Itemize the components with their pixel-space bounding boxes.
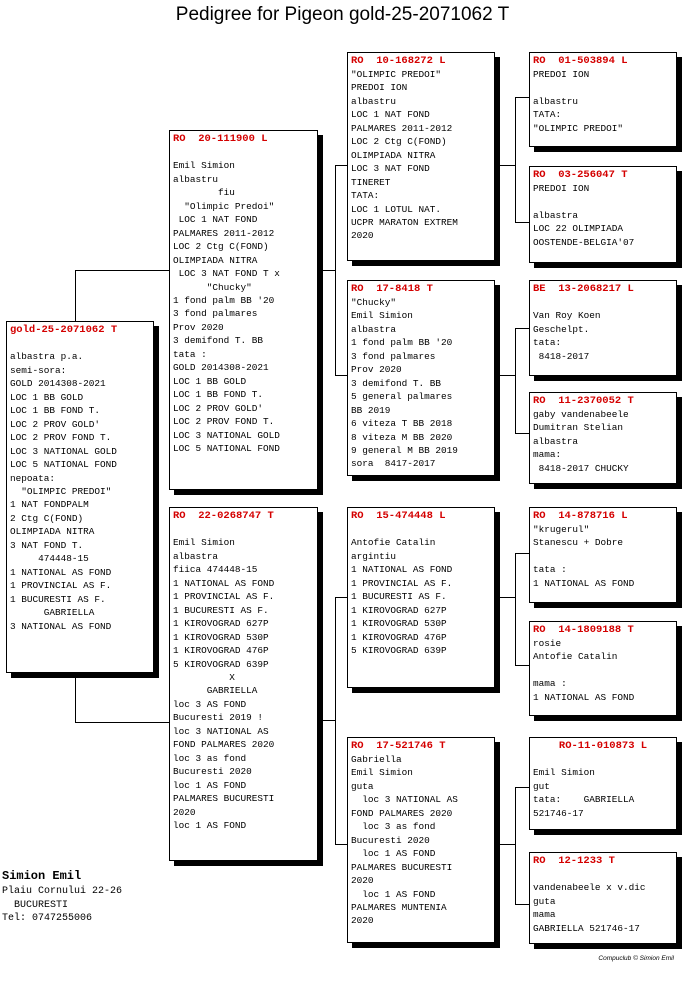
subject-pigeon-card[interactable] xyxy=(6,321,154,673)
detail-line: Emil Simion xyxy=(173,537,235,549)
sire-sire-card[interactable] xyxy=(347,52,495,261)
ring-number: RO 22-0268747 T xyxy=(173,510,274,522)
detail-line: 3 NATIONAL AS FOND xyxy=(10,620,112,632)
detail-line: tata: xyxy=(533,337,562,349)
detail-line: PREDOI ION xyxy=(351,82,408,94)
detail-line: PALMARES MUNTENIA xyxy=(351,901,447,913)
detail-line: LOC 1 LOTUL NAT. xyxy=(351,203,442,215)
detail-line: albastra xyxy=(173,550,219,562)
connector-line xyxy=(318,270,335,271)
detail-line: 1 NATIONAL AS FOND xyxy=(533,691,635,703)
detail-line: UCPR MARATON EXTREM xyxy=(351,216,458,228)
detail-line xyxy=(533,753,673,766)
detail-line: sora 8417-2017 xyxy=(351,458,436,470)
owner-city: BUCURESTI xyxy=(2,899,69,911)
detail-line xyxy=(173,146,314,159)
detail-line: albastra xyxy=(351,323,397,335)
detail-line: LOC 3 NAT FOND T x xyxy=(173,268,280,280)
sire-card[interactable] xyxy=(169,130,318,490)
detail-line: Gabriella xyxy=(351,754,402,765)
pigeon-details xyxy=(351,753,491,928)
detail-line: loc 1 AS FOND xyxy=(351,888,436,900)
detail-line: LOC 22 OLIMPIADA xyxy=(533,223,624,235)
ring-number: RO 12-1233 T xyxy=(533,855,615,867)
detail-line: LOC 2 PROV FOND T. xyxy=(173,416,275,428)
detail-line: OOSTENDE-BELGIA'07 xyxy=(533,236,635,248)
detail-line: 1 KIROVOGRAD 476P xyxy=(351,631,447,643)
connector-line xyxy=(75,722,172,723)
detail-line: OLIMPIADA NITRA xyxy=(351,149,436,161)
detail-line: 5 general palmares xyxy=(351,391,453,403)
pigeon-details xyxy=(173,146,314,455)
detail-line: 1 NATIONAL AS FOND xyxy=(351,564,453,576)
detail-line: nepoata: xyxy=(10,472,56,484)
detail-line: 1 fond palm BB '20 xyxy=(173,294,275,306)
dam-sire-dam-card[interactable] xyxy=(529,621,677,716)
ring-number: gold-25-2071062 T xyxy=(10,324,118,336)
ring-number: RO 17-521746 T xyxy=(351,740,446,752)
connector-line xyxy=(515,97,516,222)
detail-line: 8418-2017 CHUCKY xyxy=(533,462,629,474)
detail-line: 1 NATIONAL AS FOND xyxy=(173,577,275,589)
detail-line: 2020 xyxy=(351,875,374,887)
pigeon-details xyxy=(173,523,314,832)
detail-line: Van Roy Koen xyxy=(533,310,601,322)
detail-line: LOC 2 Ctg C(FOND) xyxy=(351,136,447,148)
detail-line: guta xyxy=(351,780,374,792)
detail-line: PALMARES 2011-2012 xyxy=(173,227,275,239)
detail-line: LOC 2 PROV GOLD' xyxy=(10,418,101,430)
detail-line: fiica 474448-15 xyxy=(173,564,258,576)
pigeon-details xyxy=(533,68,673,135)
detail-line: TATA: xyxy=(351,190,380,202)
detail-line: LOC 1 NAT FOND xyxy=(173,214,258,226)
detail-line: 3 demifond T. BB xyxy=(351,377,442,389)
connector-line xyxy=(515,904,529,905)
connector-line xyxy=(75,270,76,322)
detail-line: 3 NAT FOND T. xyxy=(10,539,84,551)
detail-line: 1 KIROVOGRAD 530P xyxy=(351,618,447,630)
connector-line xyxy=(495,375,515,376)
detail-line: GOLD 2014308-2021 xyxy=(10,378,106,390)
detail-line: 1 PROVINCIAL AS F. xyxy=(173,591,275,603)
detail-line: 1 KIROVOGRAD 530P xyxy=(173,631,269,643)
detail-line: gaby vandenabeele xyxy=(533,409,629,420)
detail-line: "OLIMPIC PREDOI" xyxy=(10,485,112,497)
sire-sire-sire-card[interactable] xyxy=(529,52,677,147)
ring-number: RO 20-111900 L xyxy=(173,133,268,145)
detail-line: 1 KIROVOGRAD 476P xyxy=(173,645,269,657)
detail-line: 5 KIROVOGRAD 639P xyxy=(351,645,447,657)
detail-line: Bucuresti 2019 ! xyxy=(173,712,264,724)
detail-line: 9 general M BB 2019 xyxy=(351,444,458,456)
connector-line xyxy=(495,165,515,166)
detail-line: LOC 1 BB FOND T. xyxy=(173,389,264,401)
detail-line: OLIMPIADA NITRA xyxy=(10,526,95,538)
detail-line: FOND PALMARES 2020 xyxy=(351,807,453,819)
detail-line: LOC 1 BB GOLD xyxy=(173,375,247,387)
detail-line xyxy=(533,664,673,677)
dam-card[interactable] xyxy=(169,507,318,861)
pigeon-details xyxy=(10,337,150,633)
detail-line: BB 2019 xyxy=(351,404,391,416)
detail-line: Bucuresti 2020 xyxy=(173,766,252,778)
detail-line: 521746-17 xyxy=(533,807,584,819)
detail-line: 3 fond palmares xyxy=(173,308,258,320)
detail-line: LOC 5 NATIONAL FOND xyxy=(10,459,117,471)
detail-line: "OLIMPIC PREDOI" xyxy=(533,122,624,134)
owner-name: Simion Emil xyxy=(2,869,82,883)
detail-line: 2020 xyxy=(351,915,374,927)
detail-line: mama: xyxy=(533,449,562,461)
ring-number: RO 11-2370052 T xyxy=(533,395,634,407)
detail-line: PREDOI ION xyxy=(533,69,590,80)
detail-line: vandenabeele x v.dic xyxy=(533,882,646,894)
detail-line: PREDOI ION xyxy=(533,183,590,194)
detail-line: mama : xyxy=(533,678,567,690)
detail-line: rosie xyxy=(533,638,562,649)
detail-line: 2020 xyxy=(173,806,196,818)
ring-number: RO 01-503894 L xyxy=(533,55,628,67)
detail-line: PALMARES BUCURESTI xyxy=(173,793,275,805)
dam-dam-card[interactable] xyxy=(347,737,495,943)
detail-line: Prov 2020 xyxy=(351,364,402,376)
detail-line: LOC 2 Ctg C(FOND) xyxy=(173,241,269,253)
detail-line: 8418-2017 xyxy=(533,350,590,362)
detail-line: "Chucky" xyxy=(173,281,252,293)
owner-phone: Tel: 0747255006 xyxy=(2,913,93,924)
detail-line: loc 3 as fond xyxy=(173,752,247,764)
ring-number: BE 13-2068217 L xyxy=(533,283,634,295)
detail-line: "OLIMPIC PREDOI" xyxy=(351,69,442,80)
ring-number: RO 03-256047 T xyxy=(533,169,628,181)
detail-line: Geschelpt. xyxy=(533,323,590,335)
detail-line: guta xyxy=(533,895,556,907)
detail-line: Emil Simion xyxy=(351,767,413,779)
page-title: Pedigree for Pigeon gold-25-2071062 T xyxy=(175,4,510,25)
detail-line: tata : xyxy=(173,348,207,360)
dam-dam-sire-card[interactable] xyxy=(529,737,677,830)
detail-line: 1 fond palm BB '20 xyxy=(351,337,453,349)
detail-line: 474448-15 xyxy=(10,553,89,565)
sire-dam-dam-card[interactable] xyxy=(529,392,677,484)
software-credit: Compuclub © Simion Emil xyxy=(598,955,674,962)
detail-line xyxy=(173,523,314,536)
detail-line: LOC 2 PROV GOLD' xyxy=(173,402,264,414)
pigeon-details xyxy=(533,296,673,363)
detail-line: Emil Simion xyxy=(533,767,595,779)
detail-line: LOC 1 BB FOND T. xyxy=(10,405,101,417)
detail-line: "krugerul" xyxy=(533,524,590,535)
connector-line xyxy=(515,553,529,554)
detail-line: tata: GABRIELLA xyxy=(533,794,635,806)
dam-dam-dam-card[interactable] xyxy=(529,852,677,944)
detail-line: 2 Ctg C(FOND) xyxy=(10,512,84,524)
detail-line: albastra p.a. xyxy=(10,351,84,363)
dam-sire-sire-card[interactable] xyxy=(529,507,677,603)
detail-line: argintiu xyxy=(351,550,397,562)
connector-line xyxy=(335,165,336,375)
detail-line: loc 1 AS FOND xyxy=(173,819,247,831)
connector-line xyxy=(495,844,515,845)
detail-line: loc 3 NATIONAL AS xyxy=(173,725,269,737)
detail-line: 1 KIROVOGRAD 627P xyxy=(173,618,269,630)
connector-line xyxy=(75,672,76,722)
detail-line: loc 1 AS FOND xyxy=(351,848,436,860)
ring-number: RO 17-8418 T xyxy=(351,283,433,295)
detail-line: loc 3 NATIONAL AS xyxy=(351,794,458,806)
detail-line: 1 PROVINCIAL AS F. xyxy=(351,577,453,589)
detail-line: "Chucky" xyxy=(351,297,397,308)
pigeon-details xyxy=(351,296,491,471)
detail-line: 1 BUCURESTI AS F. xyxy=(10,593,106,605)
detail-line: TATA: xyxy=(533,109,562,121)
connector-line xyxy=(515,97,529,98)
sire-dam-card[interactable] xyxy=(347,280,495,476)
sire-dam-sire-card[interactable] xyxy=(529,280,677,376)
detail-line: 1 BUCURESTI AS F. xyxy=(173,604,269,616)
detail-line: albastra xyxy=(533,435,579,447)
detail-line: fiu xyxy=(173,187,235,199)
detail-line: GABRIELLA 521746-17 xyxy=(533,922,640,934)
detail-line: 3 fond palmares xyxy=(351,350,436,362)
detail-line: LOC 1 BB GOLD xyxy=(10,391,84,403)
connector-line xyxy=(75,270,172,271)
detail-line: loc 3 as fond xyxy=(351,821,436,833)
detail-line: gut xyxy=(533,780,550,792)
sire-sire-dam-card[interactable] xyxy=(529,166,677,263)
detail-line: 1 KIROVOGRAD 627P xyxy=(351,604,447,616)
connector-line xyxy=(515,222,529,223)
pigeon-details xyxy=(533,868,673,935)
detail-line: FOND PALMARES 2020 xyxy=(173,739,275,751)
detail-line: LOC 1 NAT FOND xyxy=(351,109,430,121)
connector-line xyxy=(515,665,529,666)
ring-number: RO-11-010873 L xyxy=(558,740,648,752)
detail-line xyxy=(10,337,150,350)
detail-line: albastru xyxy=(173,173,219,185)
detail-line: albastru xyxy=(351,95,397,107)
detail-line: PALMARES 2011-2012 xyxy=(351,122,453,134)
connector-line xyxy=(335,597,336,844)
pigeon-details xyxy=(533,182,673,249)
ring-number: RO 15-474448 L xyxy=(351,510,446,522)
detail-line: mama xyxy=(533,909,556,921)
dam-sire-card[interactable] xyxy=(347,507,495,688)
detail-line: Emil Simion xyxy=(351,310,413,322)
detail-line: Dumitran Stelian xyxy=(533,422,624,434)
detail-line: LOC 3 NATIONAL GOLD xyxy=(173,429,280,441)
owner-info xyxy=(2,868,122,926)
detail-line: albastru xyxy=(533,95,579,107)
detail-line: PALMARES BUCURESTI xyxy=(351,861,453,873)
detail-line: semi-sora: xyxy=(10,364,67,376)
pigeon-details xyxy=(351,68,491,243)
owner-address: Plaiu Cornului 22-26 xyxy=(2,886,123,897)
detail-line: Emil Simion xyxy=(173,160,235,172)
detail-line: X xyxy=(173,671,235,683)
detail-line: LOC 5 NATIONAL FOND xyxy=(173,442,280,454)
detail-line: 8 viteza M BB 2020 xyxy=(351,431,453,443)
detail-line xyxy=(533,868,673,881)
pigeon-details xyxy=(351,523,491,658)
detail-line: loc 1 AS FOND xyxy=(173,779,247,791)
detail-line: GABRIELLA xyxy=(10,607,95,619)
detail-line: 6 viteza T BB 2018 xyxy=(351,418,453,430)
detail-line: Prov 2020 xyxy=(173,321,224,333)
detail-line: Antofie Catalin xyxy=(533,651,618,663)
detail-line: 3 demifond T. BB xyxy=(173,335,264,347)
detail-line: Bucuresti 2020 xyxy=(351,834,430,846)
detail-line: OLIMPIADA NITRA xyxy=(173,254,258,266)
ring-number: RO 10-168272 L xyxy=(351,55,446,67)
detail-line: 1 PROVINCIAL AS F. xyxy=(10,580,112,592)
connector-line xyxy=(515,553,516,665)
detail-line xyxy=(533,550,673,563)
connector-line xyxy=(515,433,529,434)
connector-line xyxy=(515,787,516,904)
ring-number: RO 14-1809188 T xyxy=(533,624,634,636)
connector-line xyxy=(515,328,516,433)
detail-line: 1 NATIONAL AS FOND xyxy=(533,577,635,589)
detail-line: 1 NATIONAL AS FOND xyxy=(10,566,112,578)
detail-line xyxy=(351,523,491,536)
detail-line: LOC 2 PROV FOND T. xyxy=(10,432,112,444)
pigeon-details xyxy=(533,408,673,475)
detail-line: 1 NAT FONDPALM xyxy=(10,499,89,511)
detail-line: albastra xyxy=(533,209,579,221)
detail-line: 5 KIROVOGRAD 639P xyxy=(173,658,269,670)
detail-line: GABRIELLA xyxy=(173,685,258,697)
detail-line: 1 BUCURESTI AS F. xyxy=(351,591,447,603)
detail-line xyxy=(533,296,673,309)
detail-line: Antofie Catalin xyxy=(351,537,436,549)
connector-line xyxy=(515,328,529,329)
detail-line: LOC 3 NAT FOND xyxy=(351,163,430,175)
detail-line: 2020 xyxy=(351,230,374,242)
connector-line xyxy=(318,720,335,721)
pigeon-details xyxy=(533,753,673,820)
detail-line xyxy=(533,195,673,208)
connector-line xyxy=(495,597,515,598)
detail-line: TINERET xyxy=(351,176,391,188)
detail-line xyxy=(533,81,673,94)
detail-line: loc 3 AS FOND xyxy=(173,698,247,710)
detail-line: LOC 3 NATIONAL GOLD xyxy=(10,445,117,457)
detail-line: "Olimpic Predoi" xyxy=(173,200,275,212)
detail-line: Stanescu + Dobre xyxy=(533,537,624,549)
pigeon-details xyxy=(533,523,673,590)
pigeon-details xyxy=(533,637,673,704)
ring-number: RO 14-878716 L xyxy=(533,510,628,522)
connector-line xyxy=(515,787,529,788)
detail-line: GOLD 2014308-2021 xyxy=(173,362,269,374)
detail-line: tata : xyxy=(533,564,567,576)
